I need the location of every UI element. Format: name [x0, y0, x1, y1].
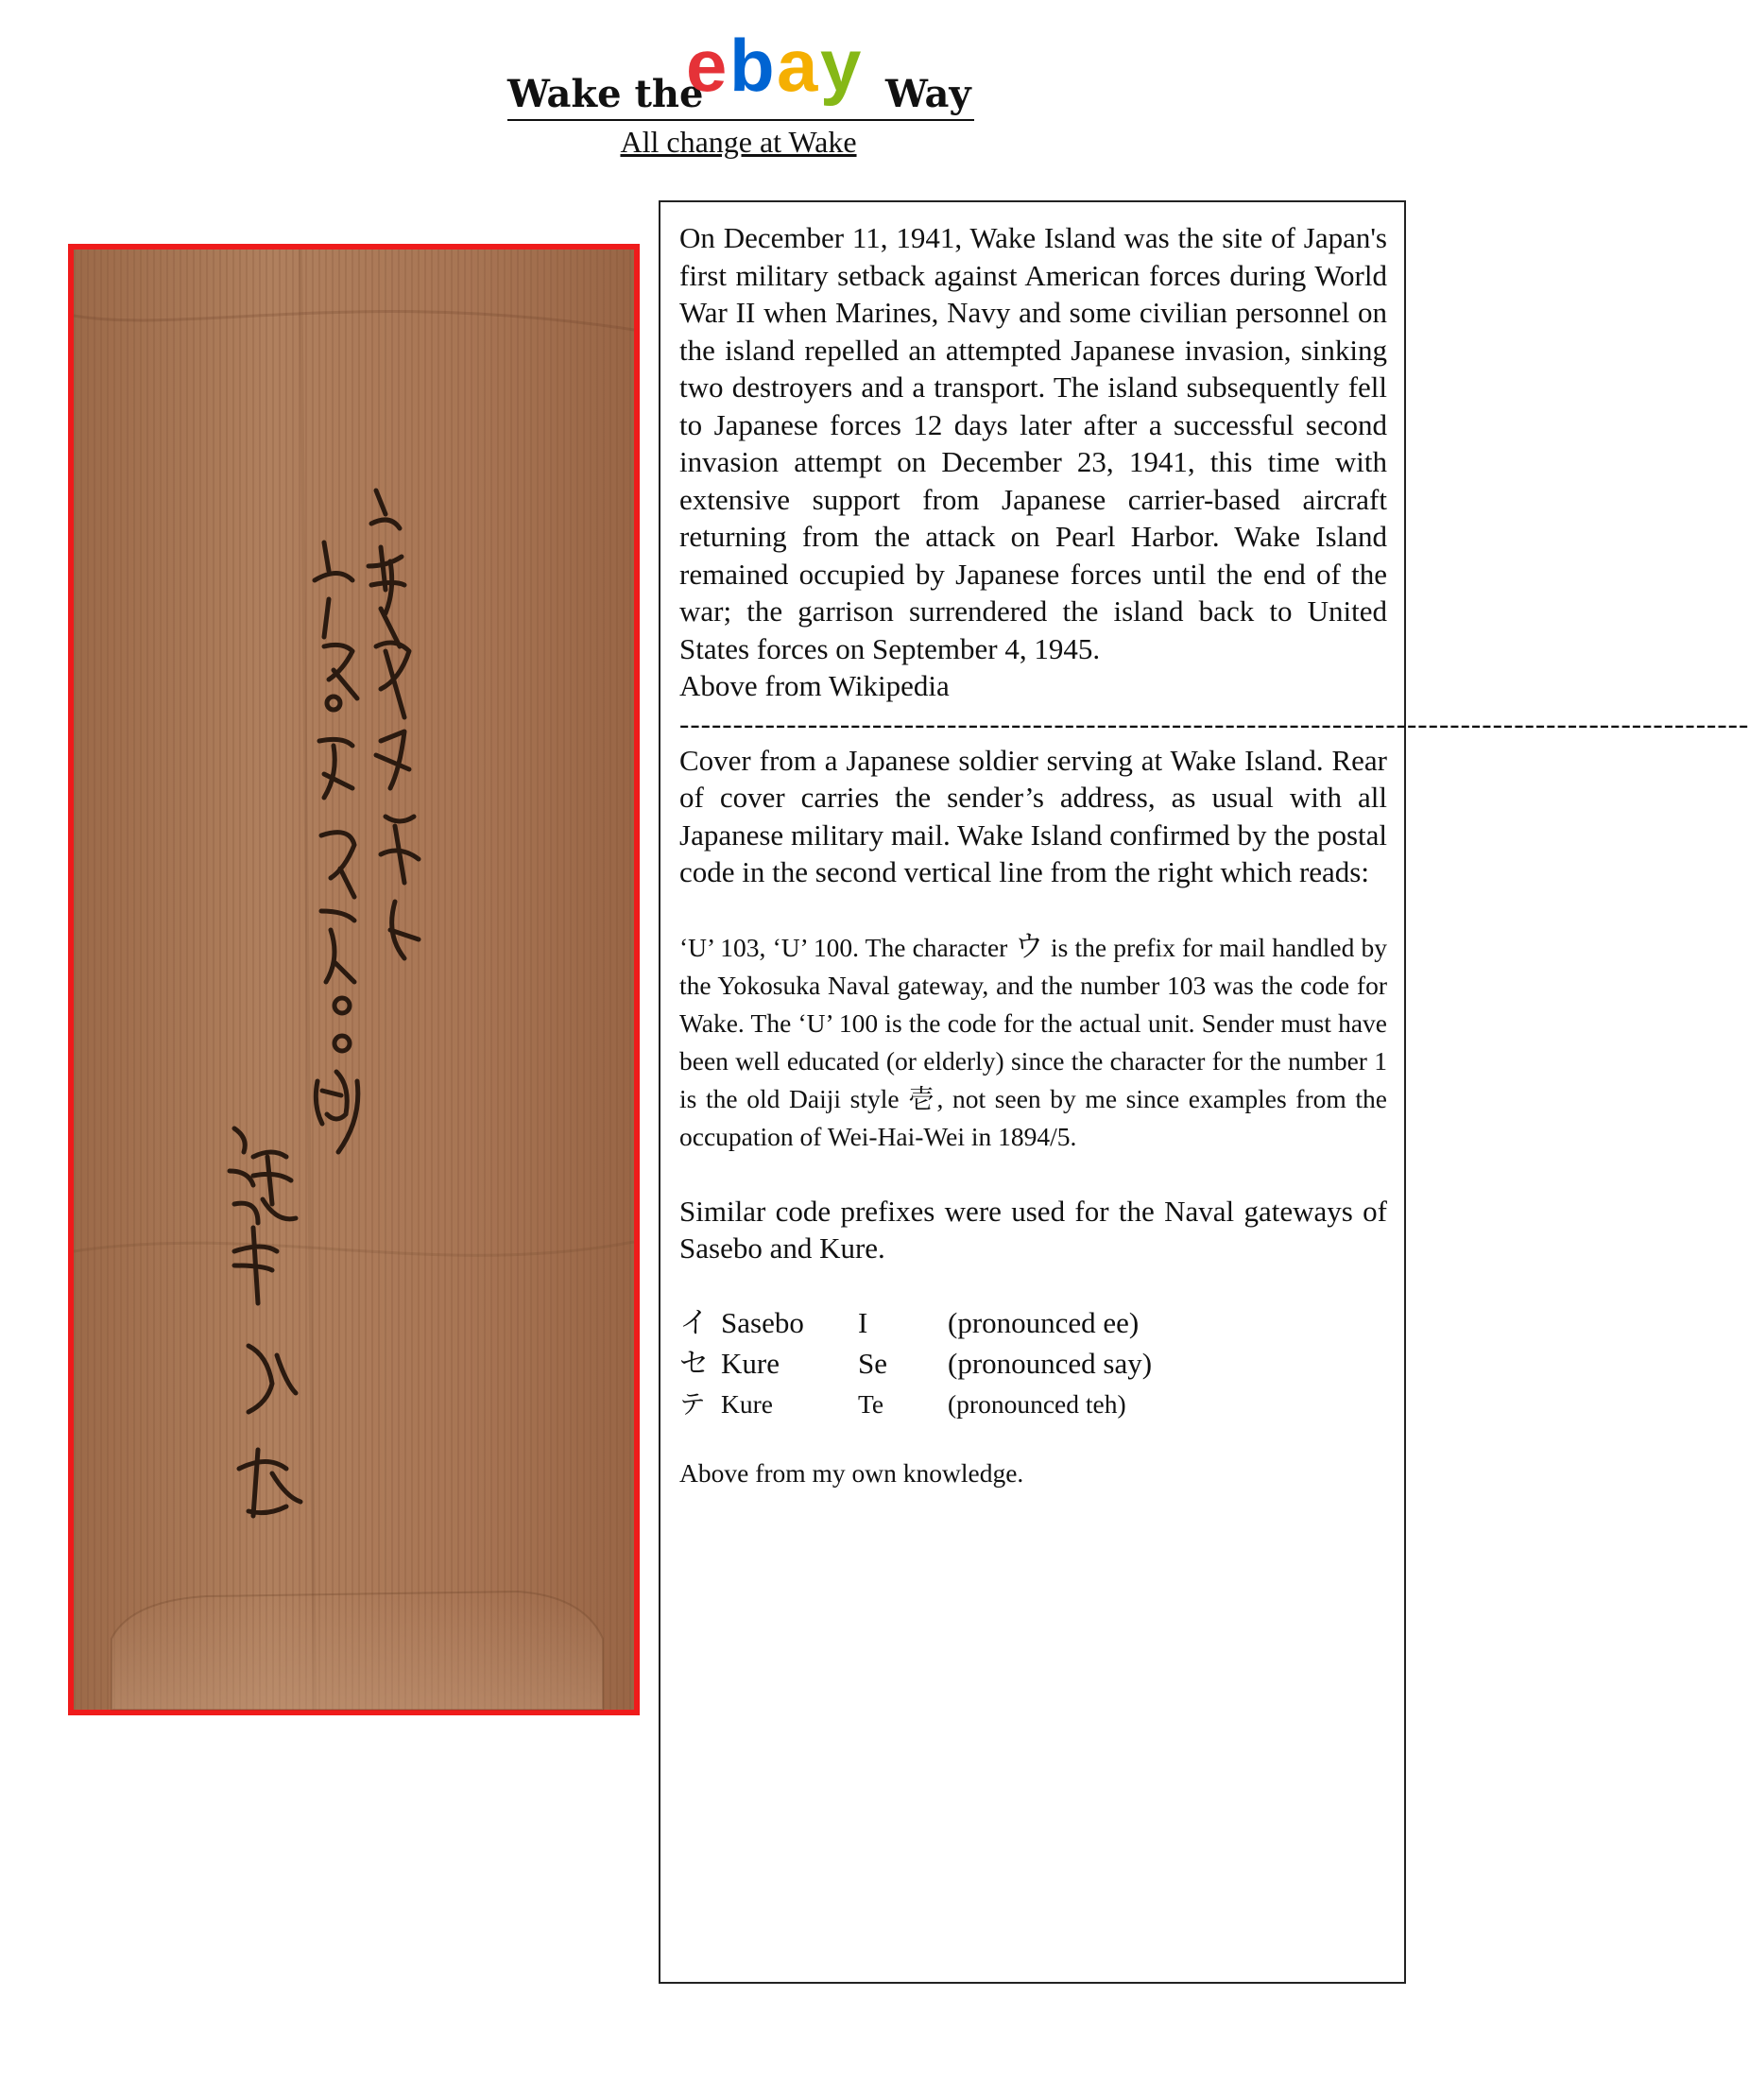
envelope-image-frame	[68, 244, 640, 1715]
prefix-row	[679, 1345, 1152, 1386]
source-own-knowledge: Above from my own knowledge.	[679, 1457, 1024, 1488]
prefix-romaji: Se	[858, 1346, 887, 1380]
spacer	[679, 1156, 1387, 1193]
daiji-glyph: 壱	[908, 1083, 937, 1113]
postal-code-text-start: ‘U’ 103, ‘U’ 100. The character	[679, 932, 1015, 962]
page-subtitle: All change at Wake	[620, 125, 857, 159]
prefix-kana: セ	[679, 1346, 709, 1380]
title-right-text: Way	[885, 72, 971, 116]
prefix-gateway: Kure	[721, 1388, 773, 1419]
postal-code-text-end: , not seen by me since examples from the occupation of Wei-Hai-Wei in 1894/5.	[679, 1083, 1387, 1151]
prefix-romaji: I	[858, 1305, 868, 1339]
prefix-table	[679, 1304, 1152, 1426]
spacer	[679, 891, 1387, 928]
prefix-row	[679, 1386, 1152, 1426]
description-panel	[659, 200, 1749, 1984]
ebay-logo-y: y	[820, 24, 862, 107]
prefix-row	[679, 1304, 1152, 1345]
envelope-image	[74, 250, 634, 1710]
title-left-text: Wake the	[507, 72, 704, 116]
ebay-logo-e: e	[686, 24, 728, 107]
cover-description-paragraph: Cover from a Japanese soldier serving at Wake Island. Rear of cover carries the sender’s address, as usual with all Japanese military mail. Wake Island confirmed by the postal code in the second vertical line from the right which reads:	[679, 743, 1387, 888]
postal-code-text-mid: is the prefix for mail handled by the Yokosuka Naval gateway, and the number 103 was the code for Wake. The ‘U’ 100 is the code for the actual unit. Sender must have been well educated (or elderly) since the character for the number 1 is the old Daiji style	[679, 932, 1388, 1113]
description-body	[679, 219, 1749, 1491]
section-divider: ----------------------------------------------------------------------------------------------------	[679, 706, 1749, 740]
title-underline	[507, 119, 974, 121]
spacer	[679, 1267, 1387, 1304]
prefix-kana: テ	[679, 1388, 706, 1419]
ebay-logo	[686, 24, 890, 117]
prefix-pronunciation: (pronounced teh)	[948, 1388, 1126, 1419]
prefix-pronunciation: (pronounced ee)	[948, 1305, 1140, 1339]
history-paragraph: On December 11, 1941, Wake Island was the site of Japan's first military setback against American forces during World War II when Marines, Navy and some civilian personnel on the island repelled an attempted Japanese invasion, sinking two destroyers and a transport. The island subsequently fell to Japanese forces 12 days later after a successful second invasion attempt on December 23, 1941, this time with extensive support from Japanese carrier-based aircraft returning from the attack on Pearl Harbor. Wake Island remained occupied by Japanese forces until the end of the war; the garrison surrendered the island back to United States forces on September 4, 1945.	[679, 221, 1387, 665]
code-prefix-paragraph: Similar code prefixes were used for the Naval gateways of Sasebo and Kure.	[679, 1194, 1387, 1265]
prefix-romaji: Te	[858, 1388, 884, 1419]
source-wikipedia: Above from Wikipedia	[679, 669, 950, 702]
prefix-gateway: Sasebo	[721, 1305, 804, 1339]
prefix-kana: イ	[679, 1305, 709, 1339]
ebay-logo-a: a	[777, 24, 818, 107]
page-title	[507, 24, 980, 120]
prefix-pronunciation: (pronounced say)	[948, 1346, 1153, 1380]
ebay-logo-b: b	[729, 24, 775, 107]
prefix-gateway: Kure	[721, 1346, 780, 1380]
katakana-u-glyph: ウ	[1014, 929, 1044, 963]
postal-code-paragraph	[679, 928, 1387, 1156]
